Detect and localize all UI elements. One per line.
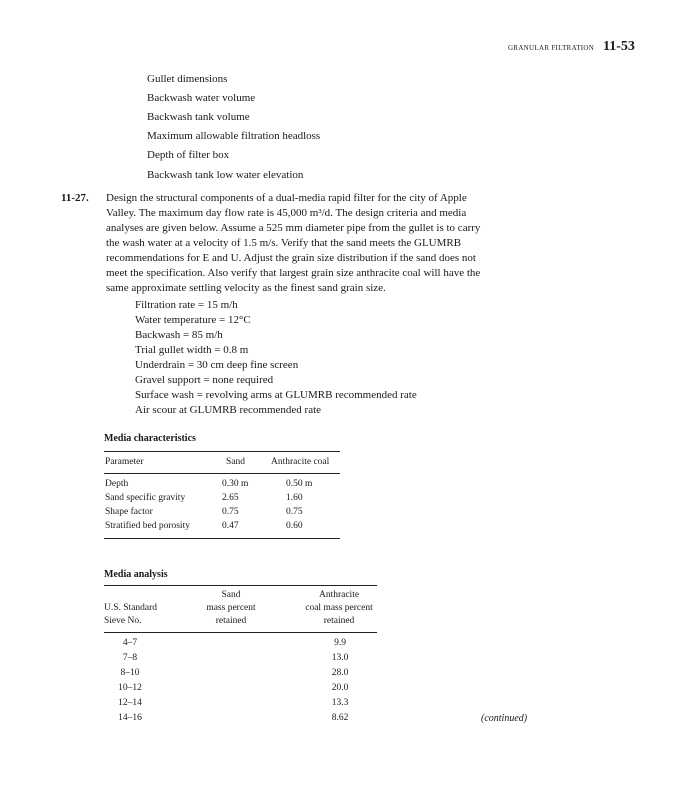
table-cell: 0.75	[222, 507, 239, 517]
criterion: Gravel support = none required	[135, 374, 274, 386]
list-item: Gullet dimensions	[147, 73, 228, 85]
problem-line: meet the specification. Also verify that largest grain size anthracite coal will have the	[106, 267, 481, 279]
criterion: Surface wash = revolving arms at GLUMRB recommended rate	[135, 389, 417, 401]
running-header-section: GRANULAR FILTRATION	[508, 44, 595, 52]
table-cell: 8–10	[120, 668, 140, 678]
criterion: Water temperature = 12°C	[135, 314, 251, 326]
media-characteristics-title: Media characteristics	[104, 433, 196, 444]
problem-line: Valley. The maximum day flow rate is 45,000 m³/d. The design criteria and media	[106, 207, 467, 219]
table-cell: 2.65	[222, 493, 239, 503]
table-header-cell: retained	[215, 616, 247, 626]
table-cell: 14–16	[118, 713, 142, 723]
table-cell: 0.47	[222, 521, 239, 531]
list-item: Depth of filter box	[147, 149, 230, 161]
problem-line: same approximate settling velocity as the finest sand grain size.	[106, 282, 386, 294]
criterion: Filtration rate = 15 m/h	[135, 299, 238, 311]
table-cell: 12–14	[118, 698, 142, 708]
problem-line: the wash water at a velocity of 1.5 m/s. Verify that the sand meets the GLUMRB	[106, 237, 462, 249]
table-cell: 10–12	[118, 683, 142, 693]
table-header-cell: coal mass percent	[305, 603, 373, 613]
problem-line: recommendations for E and U. Adjust the grain size distribution if the sand does not	[106, 252, 476, 264]
table-header-cell: mass percent	[206, 603, 256, 613]
table-cell: 20.0	[331, 683, 349, 693]
table-header-cell: Anthracite	[318, 590, 360, 600]
table-cell: 0.50 m	[286, 479, 313, 489]
table-header-cell: Sieve No.	[104, 616, 142, 626]
table-cell: 0.60	[286, 521, 303, 531]
problem-number: 11-27.	[61, 192, 89, 204]
list-item: Backwash water volume	[147, 92, 256, 104]
table-rule-mid	[104, 473, 340, 474]
table-cell: 4–7	[122, 638, 138, 648]
table-cell: Stratified bed porosity	[105, 521, 190, 531]
table-header-cell: Parameter	[105, 457, 144, 467]
table-cell: 28.0	[331, 668, 349, 678]
table-rule-top	[104, 585, 377, 586]
criterion: Backwash = 85 m/h	[135, 329, 223, 341]
list-item: Maximum allowable filtration headloss	[147, 130, 321, 142]
criterion: Trial gullet width = 0.8 m	[135, 344, 249, 356]
design-criteria	[135, 298, 417, 418]
table-cell: 13.0	[331, 653, 349, 663]
table-header-cell: Anthracite coal	[271, 457, 330, 467]
table-cell: 1.60	[286, 493, 303, 503]
media-analysis-title: Media analysis	[104, 569, 168, 580]
problem-line: analyses are given below. Assume a 525 mm diameter pipe from the gullet is to carry	[106, 222, 481, 234]
list-item: Backwash tank low water elevation	[147, 169, 304, 181]
table-cell: 0.30 m	[222, 479, 249, 489]
problem-line: Design the structural components of a dual-media rapid filter for the city of Apple	[106, 192, 467, 204]
criterion: Underdrain = 30 cm deep fine screen	[135, 359, 299, 371]
problem-statement	[106, 191, 546, 296]
table-cell: 13.3	[331, 698, 349, 708]
table-rule-mid	[104, 632, 377, 633]
criterion: Air scour at GLUMRB recommended rate	[135, 404, 322, 416]
table-cell: 7–8	[122, 653, 138, 663]
table-rule-bottom	[104, 538, 340, 539]
table-header-cell: Sand	[226, 457, 245, 467]
table-header-cell: Sand	[221, 590, 241, 600]
continued-note: (continued)	[481, 713, 528, 724]
table-cell: Depth	[105, 479, 129, 489]
table-cell: Shape factor	[105, 507, 153, 517]
table-rule-top	[104, 451, 340, 452]
table-cell: 0.75	[286, 507, 303, 517]
page-number: 11-53	[603, 39, 635, 54]
table-cell: 9.9	[334, 638, 346, 648]
table-header-cell: U.S. Standard	[104, 603, 158, 613]
table-header-cell: retained	[323, 616, 355, 626]
table-cell: 8.62	[331, 713, 349, 723]
table-cell: Sand specific gravity	[105, 493, 186, 503]
list-item: Backwash tank volume	[147, 111, 250, 123]
